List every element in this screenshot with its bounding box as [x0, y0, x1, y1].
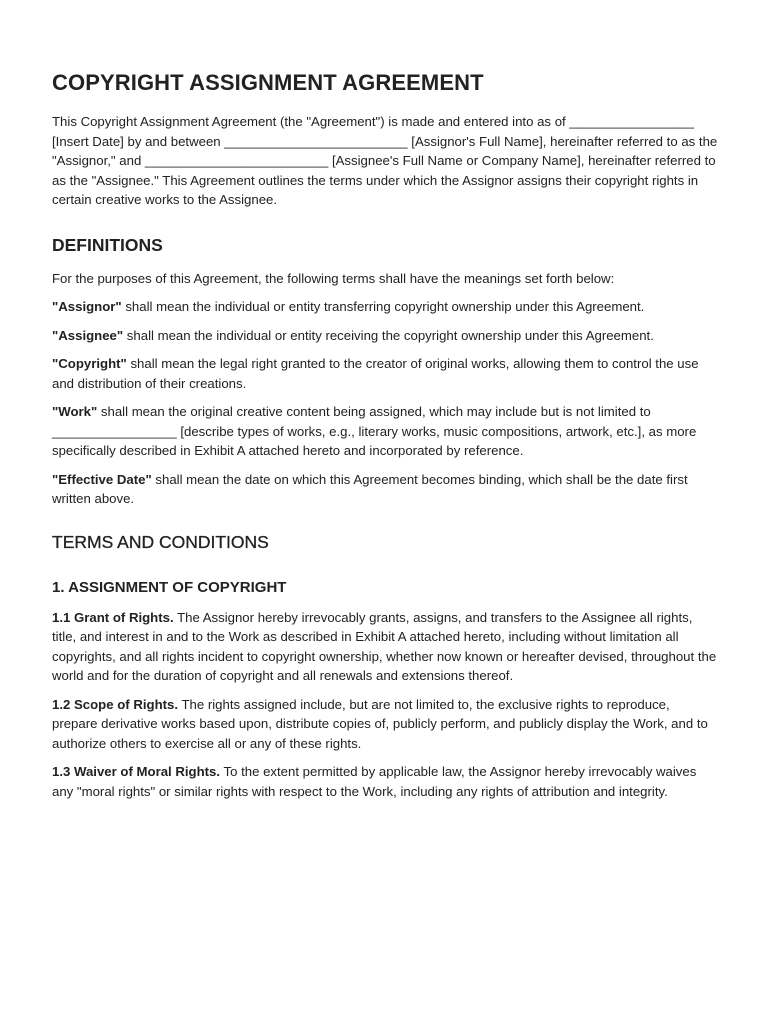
clause-1-3 [52, 762, 718, 801]
definition-text: shall mean the original creative content being assigned, which may include but is not limited to _________________ [describe types of works, e.g., literary works, music compositions, artwork, etc.], as more specifically described in Exhibit A attached hereto and incorporated by reference. [52, 404, 697, 458]
definition-term: "Assignee" [52, 327, 124, 343]
definition-term: "Copyright" [52, 356, 127, 371]
definition-term: "Effective Date" [52, 471, 152, 487]
definition-text: shall mean the individual or entity receiving the copyright ownership under this Agreement. [123, 327, 654, 343]
definition-work [52, 402, 718, 461]
section-1-heading: 1. ASSIGNMENT OF COPYRIGHT [52, 578, 287, 596]
definition-copyright [52, 354, 718, 393]
definition-term: "Work" [52, 404, 98, 419]
definition-text: shall mean the date on which this Agreement becomes binding, which shall be the date first written above. [52, 471, 688, 506]
clause-text: To the extent permitted by applicable law, the Assignor hereby irrevocably waives any "moral rights" or similar rights with respect to the Work, including any rights of attribution and integrity. [52, 764, 697, 799]
definition-text: shall mean the legal right granted to the creator of original works, allowing them to control the use and distribution of their creations. [52, 356, 699, 391]
definition-term: "Assignor" [52, 299, 122, 314]
clause-text: The Assignor hereby irrevocably grants, assigns, and transfers to the Assignee all rights, title, and interest in and to the Work as described in Exhibit A attached hereto, including without limitation all copyrights, and all rights incident to copyright ownership, whether now known or hereafter devised, throughout the world and for the duration of copyright and all renewals and extensions thereof. [52, 609, 717, 683]
clause-label: 1.2 Scope of Rights. [52, 696, 179, 712]
definition-effective-date [52, 470, 718, 509]
clause-label: 1.3 Waiver of Moral Rights. [52, 764, 221, 779]
definitions-heading: DEFINITIONS [52, 234, 163, 255]
definition-assignor [52, 297, 718, 317]
clause-label: 1.1 Grant of Rights. [52, 609, 174, 625]
clause-1-2 [52, 695, 718, 754]
terms-heading: TERMS AND CONDITIONS [52, 531, 269, 552]
intro-paragraph: This Copyright Assignment Agreement (the "Agreement") is made and entered into as of _________________ [Insert Date] by and between _________________________ [Assignor's Full Name], hereinafter referred to as the "Assignor," and _________________________ [Assignee's Full Name or Company Name], hereinafter referred to as the "Assignee." This Agreement outlines the terms under which the Assignor assigns their copyright rights in certain creative works to the Assignee. [52, 114, 718, 207]
definition-text: shall mean the individual or entity transferring copyright ownership under this Agreement. [121, 299, 645, 314]
page-title: COPYRIGHT ASSIGNMENT AGREEMENT [52, 70, 484, 95]
clause-1-1 [52, 608, 718, 686]
definitions-lead: For the purposes of this Agreement, the following terms shall have the meanings set forth below: [52, 270, 615, 286]
clause-text: The rights assigned include, but are not limited to, the exclusive rights to reproduce, prepare derivative works based upon, distribute copies of, publicly perform, and publicly display the Work, and to authorize others to exercise all or any of these rights. [52, 696, 708, 751]
definition-assignee [52, 326, 718, 346]
